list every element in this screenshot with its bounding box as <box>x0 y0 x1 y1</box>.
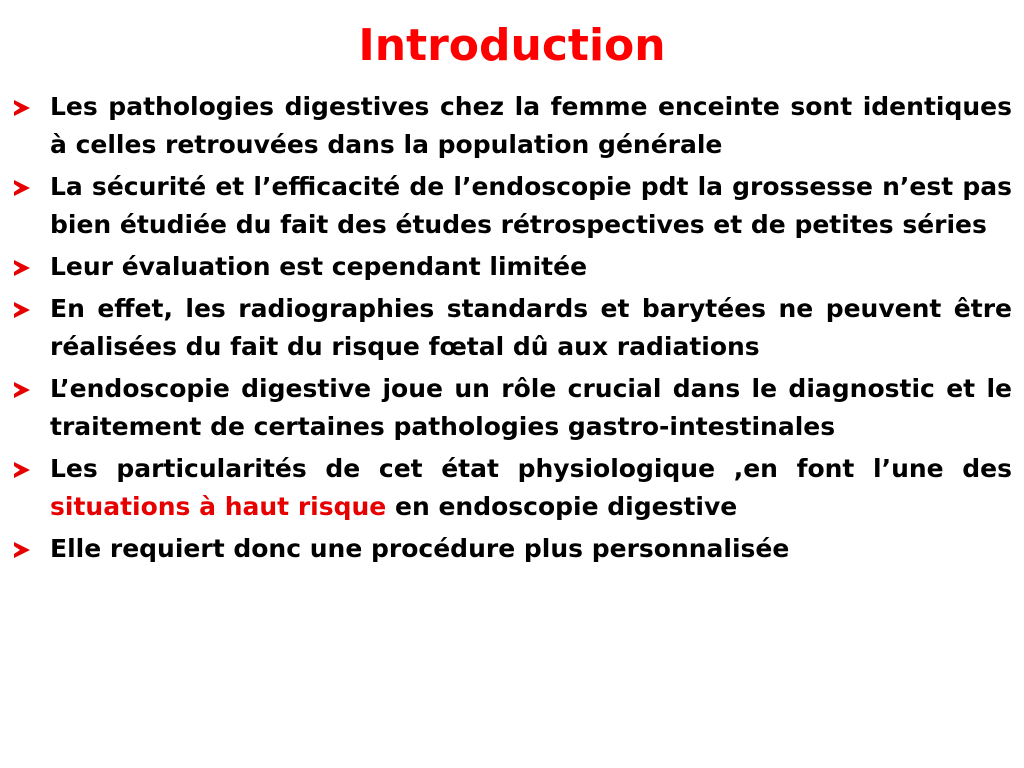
bullet-item <box>14 168 1012 244</box>
highlighted-phrase: situations à haut risque <box>50 492 387 521</box>
bullet-text: Leur évaluation est cependant limitée <box>50 252 588 281</box>
bullet-text: Elle requiert donc une procédure plus personnalisée <box>50 534 790 563</box>
arrowhead-bullet-icon <box>14 302 30 318</box>
bullet-item <box>14 290 1012 366</box>
arrowhead-bullet-icon <box>14 542 30 558</box>
arrowhead-bullet-icon <box>14 100 30 116</box>
bullet-text: La sécurité et l’efficacité de l’endoscopie pdt la grossesse n’est pas bien étudiée du fait des études rétrospectives et de petites séries <box>50 172 1012 239</box>
bullet-text: En effet, les radiographies standards et barytées ne peuvent être réalisées du fait du risque fœtal dû aux radiations <box>50 294 1012 361</box>
bullet-item <box>14 88 1012 164</box>
bullet-item <box>14 370 1012 446</box>
bullet-text: Les particularités de cet état physiologique ,en font l’une des <box>50 454 1012 483</box>
arrowhead-bullet-icon <box>14 462 30 478</box>
arrowhead-bullet-icon <box>14 382 30 398</box>
bullet-item <box>14 530 1012 568</box>
bullet-item <box>14 248 1012 286</box>
arrowhead-bullet-icon <box>14 180 30 196</box>
bullet-text: L’endoscopie digestive joue un rôle crucial dans le diagnostic et le traitement de certaines pathologies gastro-intestinales <box>50 374 1012 441</box>
bullet-list <box>14 88 1012 572</box>
bullet-text-continuation: en endoscopie digestive <box>386 492 738 521</box>
arrowhead-bullet-icon <box>14 260 30 276</box>
bullet-text: Les pathologies digestives chez la femme enceinte sont identiques à celles retrouvées dans la population générale <box>50 92 1012 159</box>
bullet-item <box>14 450 1012 526</box>
slide-title: Introduction <box>358 20 666 71</box>
